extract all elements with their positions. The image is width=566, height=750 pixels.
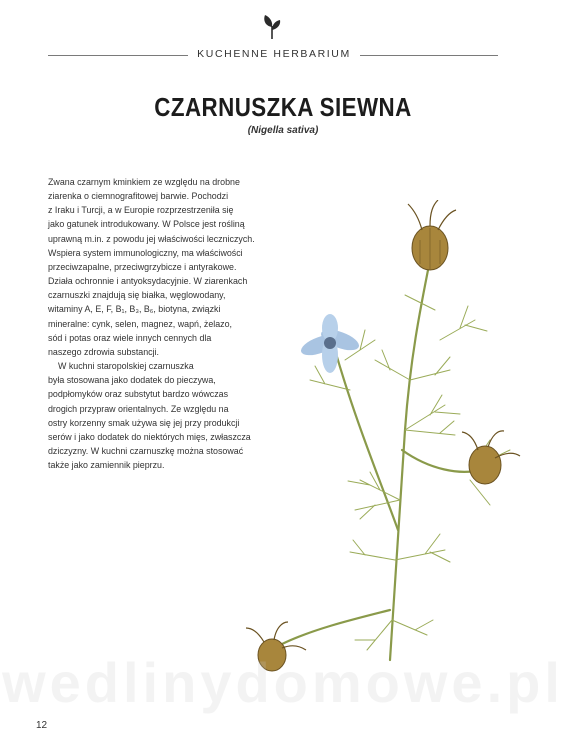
text-line: Zwana czarnym kminkiem ze względu na drobne (48, 177, 240, 187)
text-line: mineralne: cynk, selen, magnez, wapń, żelazo, (48, 318, 233, 329)
text-line: czarnuszki znajdują się białka, węglowodany, (48, 290, 226, 301)
text-line: uprawną m.in. z powodu jej właściwości leczniczych. (48, 233, 255, 244)
blue-flower (298, 314, 361, 373)
nigella-plant-illustration (230, 200, 560, 700)
text-line: przeciwzapalne, przeciwgrzybicze i antyrakowe. (48, 261, 237, 272)
text-line: dziczyzny. W kuchni czarnuszkę można stosować (48, 445, 244, 456)
seed-pod-top (408, 200, 456, 270)
header-rule-right (360, 55, 498, 56)
text-line: jako gatunek introdukowany. W Polsce jest rośliną (48, 219, 245, 230)
text-line: ziarenka o ciemnografitowej barwie. Pochodzi (48, 191, 229, 202)
header-rule-left (48, 55, 188, 56)
text-line: drogich przypraw orientalnych. Ze względu na (48, 403, 229, 414)
text-line: witaminy A, E, F, B₁, B₃, B₆, biotyna, związki (48, 304, 221, 315)
text-line: podpłomyków oraz substytut bardzo wówczas (48, 389, 229, 400)
text-line: Wspiera system immunologiczny, ma właściwości (48, 247, 243, 258)
text-line: Działa ochronnie i antyoksydacyjnie. W ziarenkach (48, 276, 248, 287)
page-title: CZARNUSZKA SIEWNA (154, 92, 412, 122)
seed-pod-right (462, 431, 520, 484)
text-line: W kuchni staropolskiej czarnuszka (58, 361, 194, 372)
page-number: 12 (36, 720, 48, 731)
text-line: sód i potas oraz wiele innych cennych dla (48, 332, 212, 343)
text-line: z Iraku i Turcji, a w Europie rozprzestrzeniła się (48, 205, 234, 216)
text-line: była stosowana jako dodatek do pieczywa, (48, 375, 216, 386)
section-label: KUCHENNE HERBARIUM (197, 48, 351, 60)
text-line: ostry korzenny smak używa się jej przy produkcji (48, 417, 240, 428)
text-line: naszego zdrowia substancji. (48, 346, 159, 357)
leaf-sprig-icon (262, 14, 282, 40)
text-line: serów i jako dodatek do niektórych mięs, zwłaszcza (48, 431, 251, 442)
latin-name: (Nigella sativa) (247, 125, 319, 136)
text-line: także jako zamiennik pieprzu. (48, 460, 165, 471)
watermark: wedlinydomowe.pl (2, 651, 564, 714)
